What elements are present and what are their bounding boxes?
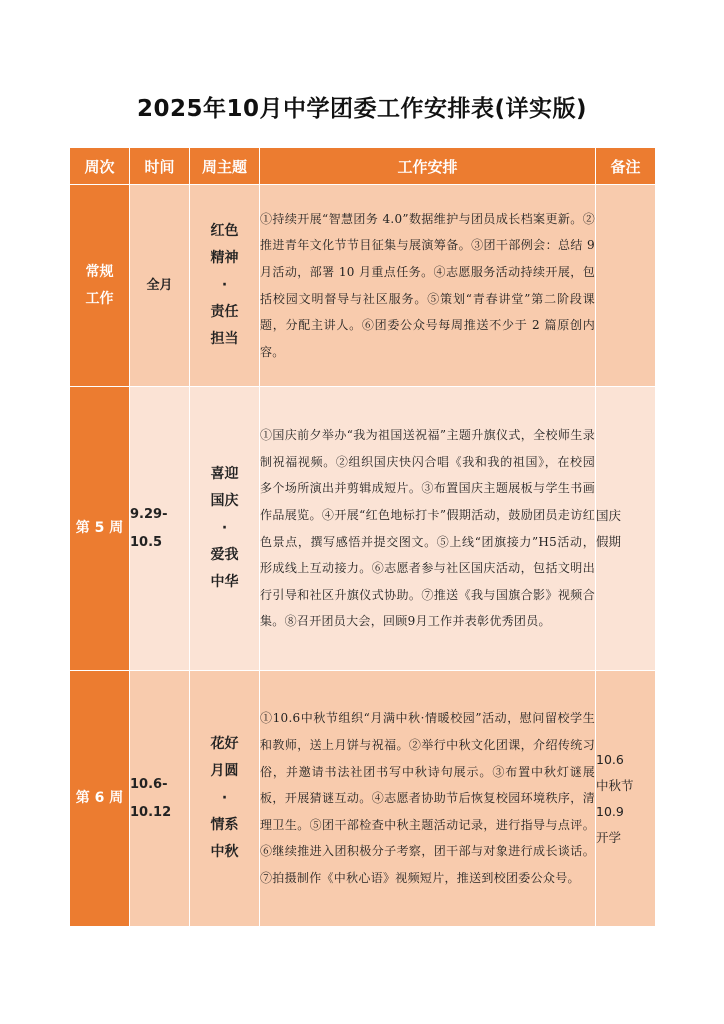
theme-text: 月圆 [210, 763, 239, 779]
theme-text: 中秋 [210, 844, 239, 860]
theme-text: 喜迎 [210, 466, 239, 482]
theme-text: 花好 [210, 736, 239, 752]
week-cell [70, 185, 130, 387]
theme-cell [190, 185, 260, 387]
work-cell: ①10.6中秋节组织“月满中秋·情暖校园”活动，慰问留校学生和教师，送上月饼与祝福。②举行中秋文化团课，介绍传统习俗，并邀请书法社团书写中秋诗句展示。③布置中秋灯谜展板，开展猜谜互动。④志愿者协助节后恢复校园环境秩序，清理卫生。⑤团干部检查中秋主题活动记录，进行指导与点评。⑥继续推进入团积极分子考察，团干部与对象进行成长谈话。⑦拍摄制作《中秋心语》视频短片，推送到校团委公众号。 [260, 671, 596, 927]
theme-text: 爱我 [210, 547, 239, 563]
note-text: 中秋节 [596, 777, 634, 793]
page-title: 2025年10月中学团委工作安排表(详实版) [136, 96, 588, 122]
schedule-table [69, 147, 656, 927]
theme-text: · [221, 790, 228, 806]
time-cell: 9.29-10.5 [130, 387, 190, 671]
header-time: 时间 [130, 148, 190, 185]
note-text: 开学 [596, 829, 622, 845]
theme-text: 红色 [210, 223, 239, 239]
work-cell: ①持续开展“智慧团务 4.0”数据维护与团员成长档案更新。②推进青年文化节节目征集与展演筹备。③团干部例会：总结 9 月活动，部署 10 月重点任务。④志愿服务活动持续开展，包括校园文明督导与社区服务。⑤策划“青春讲堂”第二阶段课题，分配主讲人。⑥团委公众号每周推送不少于 2 篇原创内容。 [260, 185, 596, 387]
header-row [70, 148, 656, 185]
table-row [70, 671, 656, 927]
theme-cell [190, 671, 260, 927]
time-cell: 10.6-10.12 [130, 671, 190, 927]
week-cell [70, 671, 130, 927]
note-text: 国庆 [596, 507, 622, 523]
week-text: 第 5 周 [75, 520, 124, 536]
week-cell [70, 387, 130, 671]
note-cell [596, 387, 656, 671]
work-cell: ①国庆前夕举办“我为祖国送祝福”主题升旗仪式，全校师生录制祝福视频。②组织国庆快闪合唱《我和我的祖国》，在校园多个场所演出并剪辑成短片。③布置国庆主题展板与学生书画作品展览。④开展“红色地标打卡”假期活动，鼓励团员走访红色景点，撰写感悟并提交图文。⑤上线“团旗接力”H5活动，形成线上互动接力。⑥志愿者参与社区国庆活动，包括文明出行引导和社区升旗仪式协助。⑦推送《我与国旗合影》视频合集。⑧召开团员大会，回顾9月工作并表彰优秀团员。 [260, 387, 596, 671]
theme-text: 精神 [210, 250, 239, 266]
week-text: 常规 [85, 263, 114, 280]
table-row [70, 387, 656, 671]
header-note: 备注 [596, 148, 656, 185]
header-work: 工作安排 [260, 148, 596, 185]
theme-text: 情系 [210, 817, 239, 833]
note-text: 假期 [596, 533, 622, 549]
theme-text: 责任 [210, 304, 239, 320]
week-text: 工作 [85, 290, 114, 307]
theme-text: · [221, 277, 228, 293]
theme-text: · [221, 520, 228, 536]
note-text: 10.6 [596, 751, 624, 767]
theme-cell [190, 387, 260, 671]
note-cell [596, 671, 656, 927]
theme-text: 担当 [210, 331, 239, 347]
time-cell: 全月 [130, 185, 190, 387]
theme-text: 中华 [210, 574, 239, 590]
theme-text: 国庆 [210, 493, 239, 509]
note-text: 10.9 [596, 803, 624, 819]
week-text: 第 6 周 [75, 790, 124, 806]
table-row [70, 185, 656, 387]
header-theme: 周主题 [190, 148, 260, 185]
note-cell [596, 185, 656, 387]
header-week: 周次 [70, 148, 130, 185]
